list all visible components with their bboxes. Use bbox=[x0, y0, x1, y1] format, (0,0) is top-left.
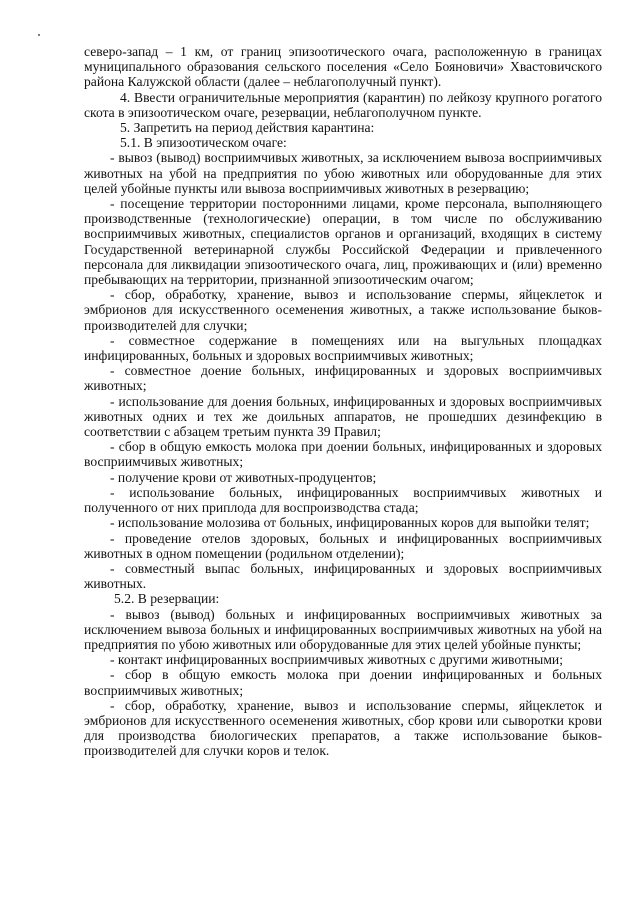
paragraph-continuation: северо-запад – 1 км, от границ эпизоотического очага, расположенную в границах муниципального образования сельского поселения «Село Бояновичи» Хвастовичского района Калужской области (далее – неблагополучный пункт). bbox=[84, 44, 602, 90]
list-item: - совместное доение больных, инфицированных и здоровых восприимчивых животных; bbox=[84, 363, 602, 394]
list-item: - использование больных, инфицированных восприимчивых животных и полученного от них приплода для воспроизводства стада; bbox=[84, 484, 602, 516]
document-page bbox=[84, 44, 602, 759]
list-item: - совместный выпас больных, инфицированных и здоровых восприимчивых животных. bbox=[84, 560, 602, 592]
list-item: - использование для доения больных, инфицированных и здоровых восприимчивых животных одних и тех же доильных аппаратов, не прошедших дезинфекцию в соответствии с абзацем третьим пункта 39 Правил; bbox=[84, 393, 602, 440]
list-item: - сбор, обработку, хранение, вывоз и использование спермы, яйцеклеток и эмбрионов для искусственного осеменения животных, а также использование быков-производителей для случки; bbox=[84, 287, 602, 333]
list-item: - вывоз (вывод) больных и инфицированных восприимчивых животных за исключением вывоза больных и инфицированных восприимчивых животных на убой на предприятия по убою животных или оборудованные для этих целей убойные пункты; bbox=[84, 606, 602, 652]
list-item: - совместное содержание в помещениях или на выгульных площадках инфицированных, больных и здоровых восприимчивых животных; bbox=[84, 332, 602, 364]
list-item: - сбор в общую емкость молока при доении инфицированных и больных восприимчивых животных; bbox=[84, 667, 602, 698]
paragraph-item-5-1: 5.1. В эпизоотическом очаге: bbox=[120, 135, 287, 151]
paragraph-item-5: 5. Запретить на период действия карантина: bbox=[120, 120, 375, 136]
paragraph-item-4: 4. Ввести ограничительные мероприятия (карантин) по лейкозу крупного рогатого скота в эпизоотическом очаге, резервации, неблагополучном пункте. bbox=[84, 89, 602, 120]
list-item: - сбор, обработку, хранение, вывоз и использование спермы, яйцеклеток и эмбрионов для искусственного осеменения животных, сбор крови или сыворотки крови для производства биологических препаратов, а также использование быков-производителей для случки коров и телок. bbox=[84, 697, 602, 759]
list-item: - посещение территории посторонними лицами, кроме персонала, выполняющего производственные (технологические) операции, в том числе по обслуживанию восприимчивых животных, специалистов органов и организаций, входящих в систему Государственной ветеринарной службы Российской Федерации и привлеченного персонала для ликвидации эпизоотического очага, лиц, проживающих и (или) временно пребывающих на территории, признанной эпизоотическим очагом; bbox=[84, 196, 602, 288]
list-item: - проведение отелов здоровых, больных и инфицированных восприимчивых животных в одном помещении (родильном отделении); bbox=[84, 530, 602, 561]
paragraph-item-5-2: 5.2. В резервации: bbox=[114, 591, 220, 607]
list-item: - получение крови от животных-продуцентов; bbox=[110, 469, 377, 485]
list-item: - использование молозива от больных, инфицированных коров для выпойки телят; bbox=[110, 515, 590, 531]
list-item: - сбор в общую емкость молока при доении больных, инфицированных и здоровых восприимчивых животных; bbox=[84, 439, 602, 470]
list-item: - контакт инфицированных восприимчивых животных с другими животными; bbox=[110, 652, 563, 668]
scan-speck bbox=[38, 34, 40, 36]
list-item: - вывоз (вывод) восприимчивых животных, за исключением вывоза восприимчивых животных на убой на предприятия по убою животных или оборудованные для этих целей убойные пункты или вывоза восприимчивых животных в резервацию; bbox=[84, 150, 602, 196]
